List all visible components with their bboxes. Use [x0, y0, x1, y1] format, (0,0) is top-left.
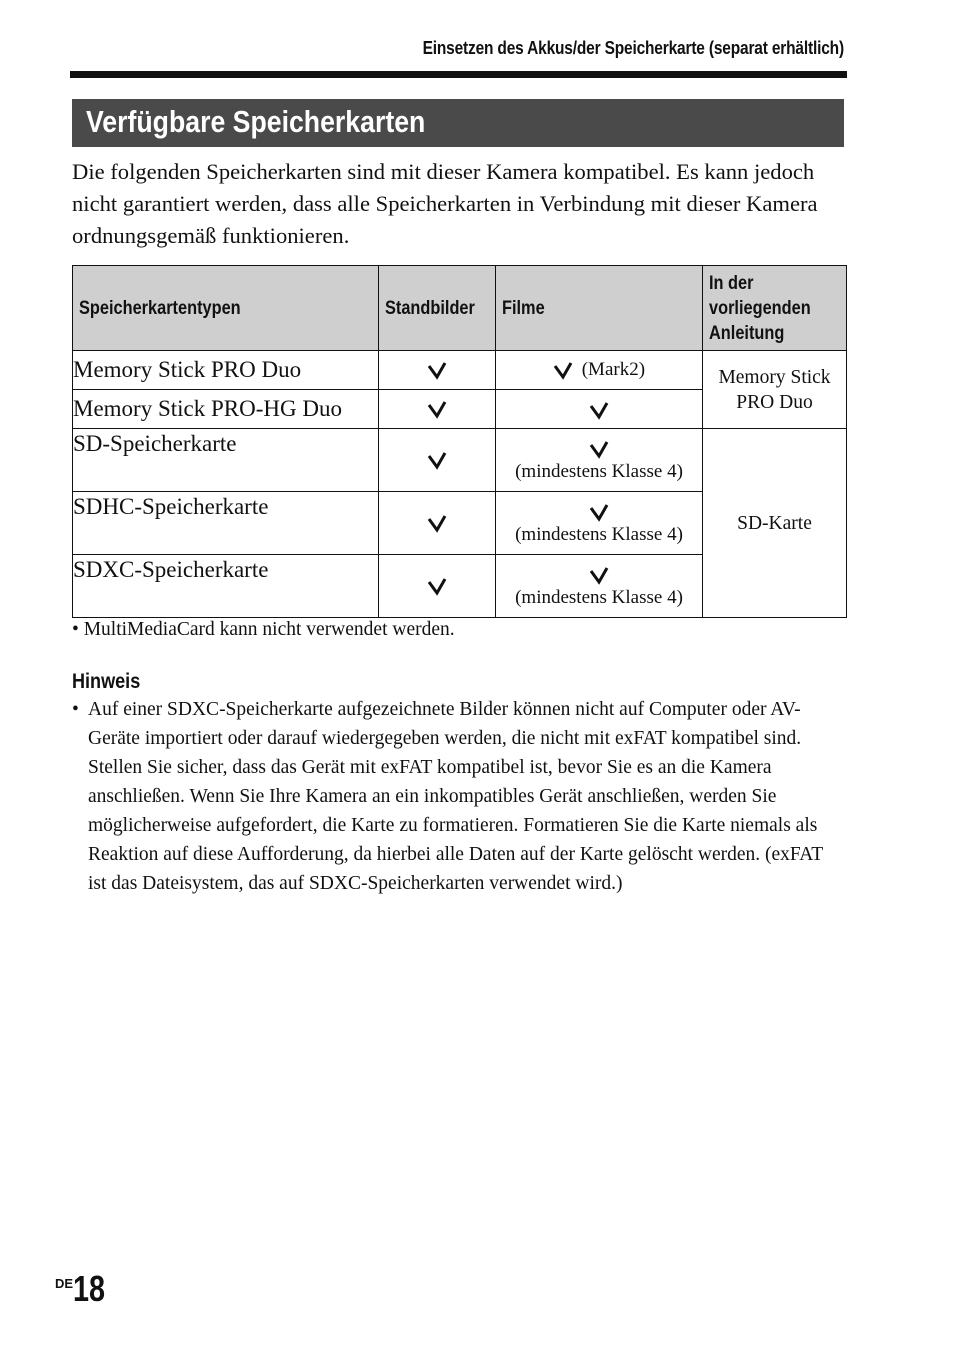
section-heading-bar — [72, 99, 844, 147]
header-rule — [70, 71, 847, 78]
reference-cell-memory-stick — [703, 351, 847, 429]
still-support-cell — [379, 492, 496, 555]
hinweis-list — [72, 695, 844, 898]
reference-label: Memory Stick — [718, 366, 831, 388]
movie-note: (mindestens Klasse 4) — [515, 460, 683, 482]
page-language: DE — [55, 1276, 74, 1291]
header-still-images: Standbilder — [379, 266, 496, 351]
list-item — [72, 695, 844, 898]
check-mark-icon — [589, 502, 609, 522]
hinweis-text: Auf einer SDXC-Speicherkarte aufgezeichnete Bilder können nicht auf Computer oder AV-Geräte importiert oder darauf wiedergegeben werden, die nicht mit exFAT kompatibel sind. Stellen Sie sicher, dass das Gerät mit exFAT kompatibel ist, bevor Sie es an die Kamera anschließen. Wenn Sie Ihre Kamera an ein inkompatibles Gerät anschließen, werden Sie möglicherweise aufgefordert, die Karte zu formatieren. Formatieren Sie die Karte niemals als Reaktion auf diese Aufforderung, da hierbei alle Daten auf der Karte gelöscht werden. (exFAT ist das Dateisystem, das auf SDXC-Speicherkarten verwendet wird.) — [88, 699, 823, 894]
card-type-cell: Memory Stick PRO-HG Duo — [73, 390, 379, 429]
table-row — [73, 351, 847, 390]
movie-note: (mindestens Klasse 4) — [515, 523, 683, 545]
header-movies: Filme — [496, 266, 703, 351]
hinweis-heading: Hinweis — [72, 670, 141, 693]
header-manual-reference: In der vorliegenden Anleitung — [703, 266, 847, 351]
bullet: • — [72, 699, 79, 720]
check-mark-icon — [427, 399, 447, 419]
card-type-cell: SDXC-Speicherkarte — [73, 555, 379, 618]
movie-support-cell — [496, 492, 703, 555]
reference-cell-sd: SD-Karte — [703, 429, 847, 618]
section-title: Verfügbare Speicherkarten — [86, 104, 426, 139]
check-mark-icon — [427, 513, 447, 533]
memory-card-table — [72, 265, 847, 618]
table-header-row — [73, 266, 847, 351]
check-mark-icon — [427, 576, 447, 596]
movie-note: (mindestens Klasse 4) — [515, 586, 683, 608]
card-type-cell: SD-Speicherkarte — [73, 429, 379, 492]
card-type-cell: Memory Stick PRO Duo — [73, 351, 379, 390]
table-row — [73, 429, 847, 492]
check-mark-icon — [553, 360, 573, 380]
check-mark-icon — [589, 439, 609, 459]
movie-support-cell — [496, 555, 703, 618]
movie-support-cell — [496, 429, 703, 492]
card-type-cell: SDHC-Speicherkarte — [73, 492, 379, 555]
mmc-note-text: MultiMediaCard kann nicht verwendet werden. — [83, 619, 455, 640]
check-mark-icon — [589, 565, 609, 585]
movie-support-cell — [496, 390, 703, 429]
movie-note: (Mark2) — [581, 359, 646, 381]
intro-paragraph: Die folgenden Speicherkarten sind mit dieser Kamera kompatibel. Es kann jedoch nicht garantiert werden, dass alle Speicherkarten in Verbindung mit dieser Kamera ordnungsgemäß funktionieren. — [72, 159, 818, 248]
still-support-cell — [379, 555, 496, 618]
reference-label: PRO Duo — [736, 391, 813, 413]
check-mark-icon — [589, 400, 609, 420]
bullet: • — [72, 619, 84, 640]
running-header: Einsetzen des Akkus/der Speicherkarte (separat erhältlich) — [422, 38, 844, 58]
still-support-cell — [379, 351, 496, 390]
still-support-cell — [379, 429, 496, 492]
page-number-digits: 18 — [73, 1268, 106, 1309]
check-mark-icon — [427, 450, 447, 470]
header-card-type: Speicherkartentypen — [73, 266, 379, 351]
page-number — [55, 1268, 113, 1310]
mmc-note — [72, 619, 455, 641]
movie-support-cell — [496, 351, 703, 390]
check-mark-icon — [427, 360, 447, 380]
still-support-cell — [379, 390, 496, 429]
